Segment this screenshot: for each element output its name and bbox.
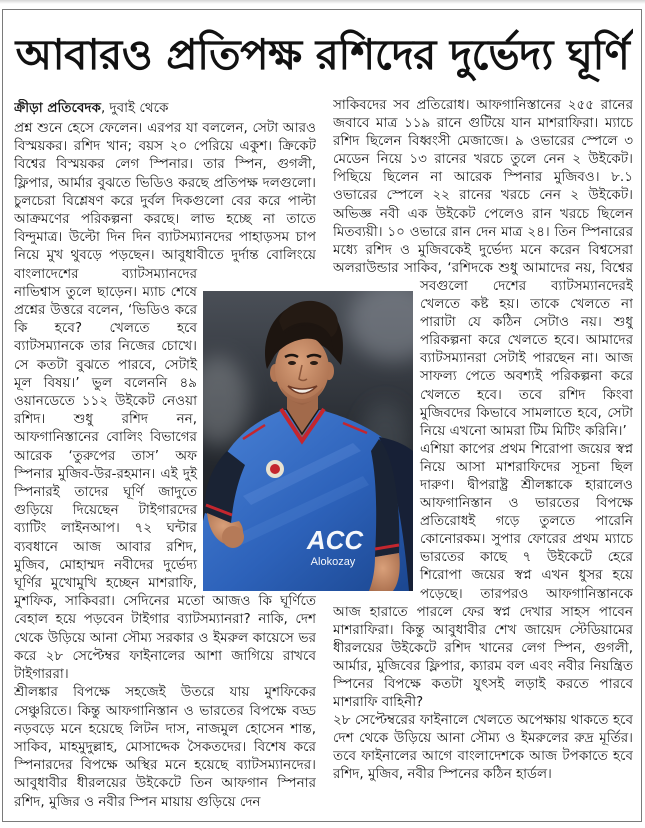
- byline-location: , দুবাই থেকে: [100, 100, 169, 116]
- article-paragraph: শ্রীলঙ্কার বিপক্ষে সহজেই উতরে যায় মুশফিকের সেঞ্চুরিতে। কিন্তু আফগানিস্তান ও ভারতের বিপক্ষে বড্ড নড়বড়ে মনে হয়েছে লিটন দাস, নাজমুল হোসেন শান্ত, সাকিব, মাহমুদুল্লাহ, মোসাদ্দেক সৈকতদের। বিশেষ করে স্পিনারদের বিপক্ষে অস্থির মনে হয়েছে ব্যাটসম্যানদের। আবুধাবীর ধীরলয়ের উইকেটে তিন আফগান স্পিনার রশিদ, মুজির ও নবীর স্পিন মায়ায় গুড়িয়ে দেন: [14, 684, 316, 810]
- byline-desk: ক্রীড়া প্রতিবেদক: [14, 100, 101, 116]
- player-photo-illustration: [203, 291, 413, 591]
- article-paragraph: এশিয়া কাপের প্রথম শিরোপা জয়ের স্বপ্ন নিয়ে আসা মাশরাফিদের সূচনা ছিল দারুণ। দ্বীপরাষ্ট্র শ্রীলঙ্কাকে হারালেও আফগানিস্তান ও ভারতের বিপক্ষে প্রতিরোধই গড়ে তুলতে পারেনি কোনোরকম। সুপার ফোরের প্রথম ম্যাচে ভারতের কাছে ৭ উইকেটে হেরে শিরোপা জয়ের স্বপ্ন এখন ধুসর হয়ে পড়েছে। তারপরও আফগানিস্তানকে আজ হারাতে পারলে ফের স্বপ্ন দেখার সাহস পাবেন মাশরাফিরা। কিন্তু আবুধাবীর শেখ জায়েদ স্টেডিয়ামের ধীরলয়ের উইকেটে রশিদ খানের লেগ স্পিন, গুগলী, আর্মার, মুজিবের ফ্লিপার, ক্যারম বল এবং নবীর নিয়ন্ত্রিত স্পিনের বিপক্ষে কতটা যুৎসই লড়াই করতে পারবে মাশরাফি বাহিনী?: [333, 440, 633, 711]
- headline: আবারও প্রতিপক্ষ রশিদের দুর্ভেদ্য ঘূর্ণি: [15, 30, 630, 79]
- article-paragraph: প্রশ্ন শুনে হেসে ফেলেন। এরপর যা বললেন, সেটা আরও বিস্ময়কর। রশিদ খান; বয়স ২০ পেরিয়ে একুশ। ক্রিকেট বিশ্বের বিস্ময়কর লেগ স্পিনার। তার স্পিন, গুগলী, ফ্লিপার, আর্মার বুঝতে ভিডিও করছে প্রতিপক্ষ দলগুলো। চুলচেরা বিশ্লেষণ করে দুর্বল দিকগুলো বের করে পাল্টা আক্রমণের পরিকল্পনা করছে। লাভ হচ্ছে না তাতে বিন্দুমাত্র। উল্টো দিন দিন ব্যাটসম্যানদের পাহাড়সম চাপ নিয়ে মুখ থুবড়ে পড়ছেন। আবুধাবীতে দুর্দান্ত বোলিংয়ে বাংলাদেশের ব্যাটসম্যানদের নাভিশ্বাস তুলে ছাড়েন। ম্যাচ শেষে প্রশ্নের উত্তরে বলেন, ‘ভিডিও করে কি হবে? খেলতে হবে ব্যাটসম্যানকে তার নিজের চোখে। সে কতটা বুঝতে পারবে, সেটাই মূল বিষয়।’ ভুল বলেননি ৪৯ ওয়ানডেতে ১১২ উইকেট নেওয়া রশিদ। শুধু রশিদ নন, আফগানিস্তানের বোলিং বিভাগের আরেক ‘তুরুপের তাস’ অফ স্পিনার মুজিব-উর-রহমান। এই দুই স্পিনারই তাদের ঘূর্ণি জাদুতে গুড়িয়ে দিয়েছেন টাইগারদের ব্যাটিং লাইনআপ। ৭২ ঘন্টার ব্যবধানে আজ আবার রশিদ, মুজিব, মোহাম্মদ নবীদের দুর্ভেদ্য ঘূর্ণির মুখোমুখি হচ্ছেন মাশরাফি, মুশফিক, সাকিবরা। সেদিনের মতো আজও কি ঘূর্ণিতে বেহাল হয়ে পড়বেন টাইগার ব্যাটসম্যানরা? নাকি, দেশ থেকে উড়িয়ে আনা সৌম্য সরকার ও ইমরুল কায়েসে ভর করে ২৮ সেপ্টেম্বর ফাইনালের আশা জাগিয়ে রাখবে টাইগাররা।: [14, 120, 316, 683]
- player-photo: [203, 291, 413, 591]
- jersey-logo-text: ACC: [306, 525, 364, 555]
- jersey-sponsor-text: Alokozay: [310, 556, 356, 568]
- page-edge: [0, 0, 645, 4]
- article-paragraph: সাকিবদের সব প্রতিরোধ। আফগানিস্তানের ২৫৫ রানের জবাবে মাত্র ১১৯ রানে গুটিয়ে যান মাশরাফিরা। ম্যাচে রশিদ ছিলেন বিধ্বংসী মেজাজে। ৯ ওভারের স্পেলে ৩ মেডেন নিয়ে ১৩ রানের খরচে তুলে নেন ২ উইকেট। পিছিয়ে ছিলেন না আরেক স্পিনার মুজিবও। ৮.১ ওভারের স্পেলে ২২ রানের খরচে নেন ২ উইকেট। অভিজ্ঞ নবী এক উইকেট পেলেও রান খরচে ছিলেন মিতব্যয়ী। ১০ ওভারে রান দেন মাত্র ২৪। তিন স্পিনারের মধ্যে রশিদ ও মুজিবকেই দুর্ভেদ্য মনে করেন বিশ্বসেরা অলরাউন্ডার সাকিব, ‘রশিদকে শুধু আমাদের নয়, বিশ্বের সবগুলো দেশের ব্যাটসম্যানদেরই খেলতে কষ্ট হয়। তাকে খেলতে না পারাটা যে কঠিন সেটাও নয়। শুধু পরিকল্পনা করে খেলতে হবে। আমাদের ব্যাটসম্যানরা সেটাই পারছেন না। আজ সাফল্য পেতে অবশ্যই পরিকল্পনা করে খেলতে হবে। তবে রশিদ কিংবা মুজিবদের কিভাবে সামলাতে হবে, সেটা নিয়ে এখনো আমরা টিম মিটিং করিনি।’: [333, 97, 633, 439]
- article-paragraph: ২৮ সেপ্টেম্বরের ফাইনালে খেলতে অপেক্ষায় থাকতে হবে দেশ থেকে উড়িয়ে আনা সৌম্য ও ইমরুলের রুদ্র মূর্তির। তবে ফাইনালের আগে বাংলাদেশকে আজ টপকাতে হবে রশিদ, মুজিব, নবীর স্পিনের কঠিন হার্ডল।: [333, 712, 633, 783]
- jersey-badge-icon: [266, 460, 284, 478]
- byline: [14, 99, 316, 118]
